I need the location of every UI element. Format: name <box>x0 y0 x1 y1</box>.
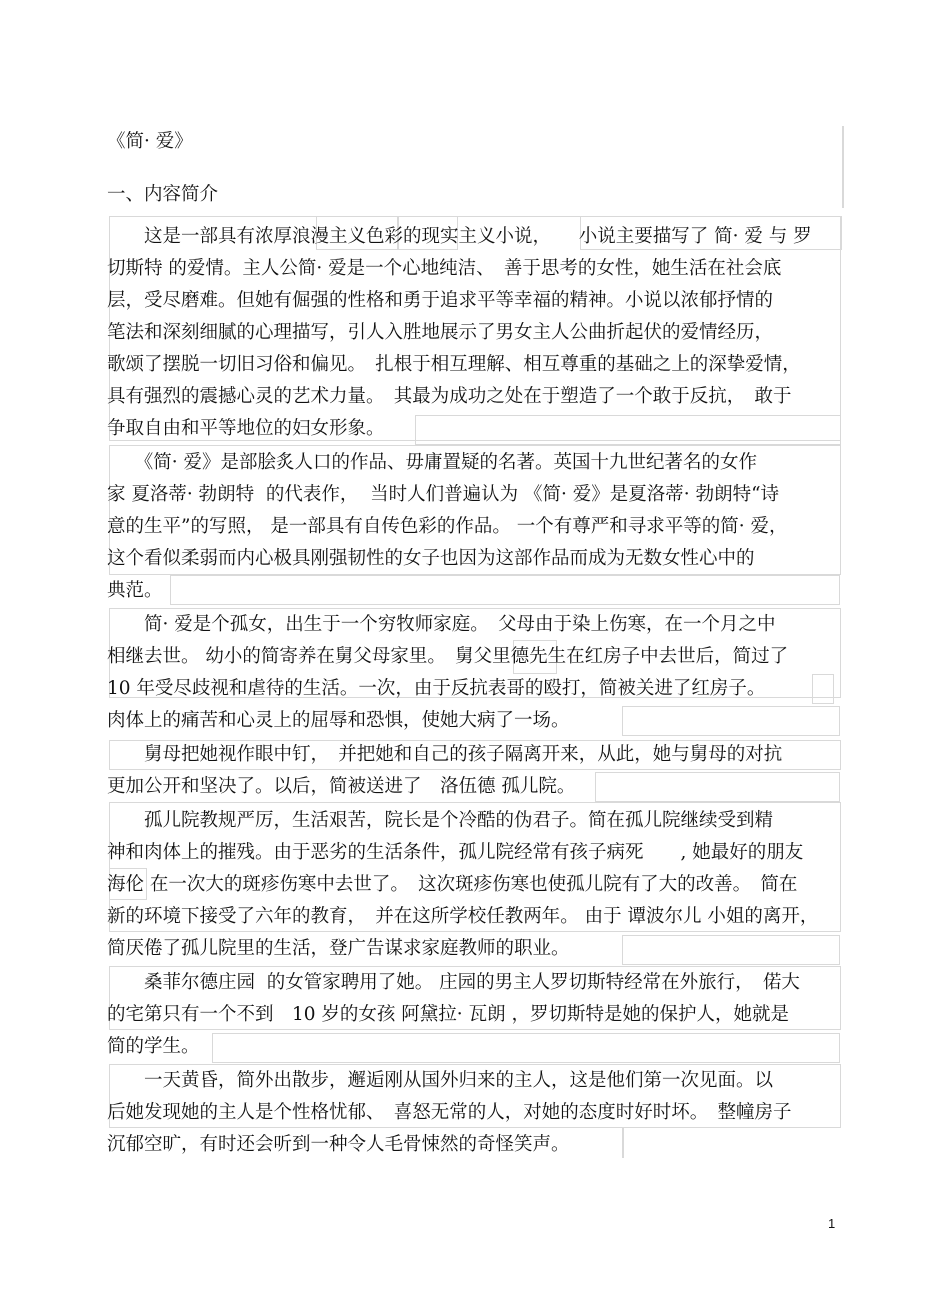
body-line: 舅母把她视作眼中钉， 并把她和自己的孩子隔离开来，从此，她与舅母的对抗 <box>107 744 783 765</box>
body-line: 意的生平”的写照， 是一部具有自传色彩的作品。 一个有尊严和寻求平等的简· 爱， <box>107 516 788 537</box>
body-line: 这个看似柔弱而内心极具刚强韧性的女子也因为这部作品而成为无数女性心中的 <box>107 548 755 569</box>
body-line: 海伦 在一次大的斑疹伤寒中去世了。 这次斑疹伤寒也使孤儿院有了大的改善。 简在 <box>107 874 798 895</box>
body-line: 简的学生。 <box>107 1036 200 1057</box>
layout-guide <box>622 1128 624 1158</box>
body-line: 家 夏洛蒂· 勃朗特 的代表作， 当时人们普遍认为 《简· 爱》是夏洛蒂· 勃朗特“诗 <box>107 484 780 505</box>
body-line: 相继去世。 幼小的简寄养在舅父母家里。 舅父里德先生在红房子中去世后，简过了 <box>107 646 789 667</box>
layout-guide <box>415 415 841 445</box>
layout-guide <box>622 706 840 736</box>
body-line: 后她发现她的主人是个性格忧郁、 喜怒无常的人，对她的态度时好时坏。 整幢房子 <box>107 1102 792 1123</box>
body-line: 具有强烈的震撼心灵的艺术力量。 其最为成功之处在于塑造了一个敢于反抗， 敢于 <box>107 386 792 407</box>
body-line: 简厌倦了孤儿院里的生活，登广告谋求家庭教师的职业。 <box>107 938 570 959</box>
body-line: 沉郁空旷，有时还会听到一种令人毛骨悚然的奇怪笑声。 <box>107 1134 570 1155</box>
layout-guide <box>212 1033 840 1063</box>
layout-guide <box>595 772 840 802</box>
body-line: 争取自由和平等地位的妇女形象。 <box>107 418 385 439</box>
body-line: 新的环境下接受了六年的教育， 并在这所学校任教两年。 由于 谭波尔儿 小姐的离开， <box>107 906 819 927</box>
document-title: 《简· 爱》 <box>107 131 193 152</box>
section-heading: 一、内容简介 <box>107 184 219 205</box>
body-line: 歌颂了摆脱一切旧习俗和偏见。 扎根于相互理解、相互尊重的基础之上的深挚爱情， <box>107 354 801 375</box>
body-line: 孤儿院教规严厉，生活艰苦，院长是个冷酷的伪君子。简在孤儿院继续受到精 <box>107 810 774 831</box>
layout-guide <box>170 575 840 605</box>
layout-guide <box>812 674 834 704</box>
body-line: 一天黄昏，简外出散步，邂逅刚从国外归来的主人，这是他们第一次见面。以 <box>107 1070 774 1091</box>
body-line: 神和肉体上的摧残。由于恶劣的生活条件，孤儿院经常有孩子病死 , 她最好的朋友 <box>107 842 804 863</box>
body-line: 简· 爱是个孤女，出生于一个穷牧师家庭。 父母由于染上伤寒，在一个月之中 <box>107 614 776 635</box>
body-line: 《简· 爱》是部脍炙人口的作品、毋庸置疑的名著。英国十九世纪著名的女作 <box>107 452 758 473</box>
body-line: 10 年受尽歧视和虐待的生活。一次，由于反抗表哥的殴打，简被关进了红房子。 <box>107 678 766 699</box>
body-line: 切斯特 的爱情。主人公简· 爱是一个心地纯洁、 善于思考的女性，她生活在社会底 <box>107 258 782 279</box>
body-line: 肉体上的痛苦和心灵上的屈辱和恐惧，使她大病了一场。 <box>107 710 570 731</box>
layout-guide <box>622 935 840 965</box>
body-line: 典范。 <box>107 580 163 601</box>
body-line: 层，受尽磨难。但她有倔强的性格和勇于追求平等幸福的精神。小说以浓郁抒情的 <box>107 290 774 311</box>
body-line: 笔法和深刻细腻的心理描写，引人入胜地展示了男女主人公曲折起伏的爱情经历， <box>107 322 774 343</box>
body-line: 桑菲尔德庄园 的女管家聘用了她。 庄园的男主人罗切斯特经常在外旅行， 偌大 <box>107 972 800 993</box>
body-line: 这是一部具有浓厚浪漫主义色彩的现实主义小说， 小说主要描写了 简· 爱 与 罗 <box>107 226 812 247</box>
body-line: 更加公开和坚决了。以后，简被送进了 洛伍德 孤儿院。 <box>107 776 576 797</box>
page-number: 1 <box>828 1216 836 1231</box>
layout-guide <box>842 126 844 208</box>
body-line: 的宅第只有一个不到 10 岁的女孩 阿黛拉· 瓦朗 ，罗切斯特是她的保护人，她就是 <box>107 1004 789 1025</box>
